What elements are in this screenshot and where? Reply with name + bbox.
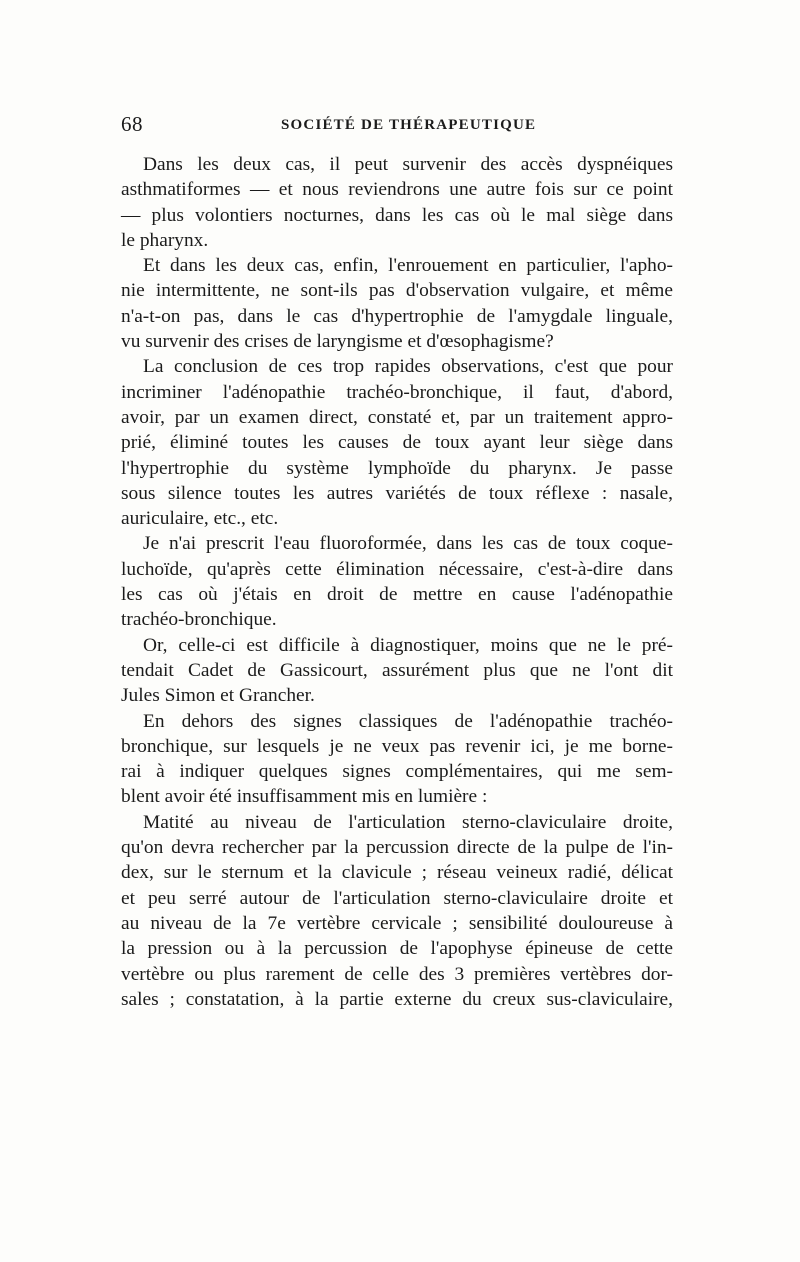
text-line: Or, celle-ci est difficile à diagnostiquer, moins que ne le pré- xyxy=(143,634,673,656)
text-line: luchoïde, qu'après cette élimination nécessaire, c'est-à-dire dans xyxy=(121,558,673,580)
text-line: auriculaire, etc., etc. xyxy=(121,508,279,530)
page-number: 68 xyxy=(121,112,143,136)
text-line: vertèbre ou plus rarement de celle des 3 premières vertèbres dor- xyxy=(121,963,673,985)
text-line: Matité au niveau de l'articulation sterno-claviculaire droite, xyxy=(143,811,673,833)
text-line: — plus volontiers nocturnes, dans les cas où le mal siège dans xyxy=(121,204,673,226)
text-line: prié, éliminé toutes les causes de toux ayant leur siège dans xyxy=(121,432,673,454)
text-line: Je n'ai prescrit l'eau fluoroformée, dans les cas de toux coque- xyxy=(143,533,673,555)
text-line: Dans les deux cas, il peut survenir des accès dyspnéiques xyxy=(143,154,673,175)
text-line: tendait Cadet de Gassicourt, assurément plus que ne l'ont dit xyxy=(121,659,673,681)
paragraph-2 xyxy=(121,253,673,354)
body-text xyxy=(121,152,673,1012)
text-line: le pharynx. xyxy=(121,229,209,251)
text-line: avoir, par un examen direct, constaté et, par un traitement appro- xyxy=(121,406,673,428)
text-line: les cas où j'étais en droit de mettre en cause l'adénopathie xyxy=(121,584,673,606)
text-line: n'a-t-on pas, dans le cas d'hypertrophie de l'amygdale linguale, xyxy=(121,305,673,327)
text-line: incriminer l'adénopathie trachéo-bronchique, il faut, d'abord, xyxy=(121,381,673,403)
running-head xyxy=(121,112,673,142)
text-line: trachéo-bronchique. xyxy=(121,609,277,631)
paragraph-1 xyxy=(121,152,673,253)
text-line: Jules Simon et Grancher. xyxy=(121,685,315,707)
paragraph-7 xyxy=(121,810,673,1012)
text-line: Et dans les deux cas, enfin, l'enrouement en particulier, l'apho- xyxy=(143,255,673,277)
paragraph-3 xyxy=(121,354,673,531)
text-line: et peu serré autour de l'articulation sterno-claviculaire droite et xyxy=(121,887,673,909)
text-line: En dehors des signes classiques de l'adénopathie trachéo- xyxy=(143,710,673,732)
paragraph-5 xyxy=(121,633,673,709)
journal-title: SOCIÉTÉ DE THÉRAPEUTIQUE xyxy=(281,117,537,133)
text-line: vu survenir des crises de laryngisme et d'œsophagisme? xyxy=(121,331,554,353)
text-line: qu'on devra rechercher par la percussion directe de la pulpe de l'in- xyxy=(121,837,673,859)
text-line: blent avoir été insuffisamment mis en lumière : xyxy=(121,786,488,808)
text-line: dex, sur le sternum et la clavicule ; réseau veineux radié, délicat xyxy=(121,862,673,884)
text-line: La conclusion de ces trop rapides observations, c'est que pour xyxy=(143,356,673,378)
text-line: rai à indiquer quelques signes complémentaires, qui me sem- xyxy=(121,761,673,783)
text-line: sales ; constatation, à la partie externe du creux sus-claviculaire, xyxy=(121,988,673,1010)
text-line: sous silence toutes les autres variétés de toux réflexe : nasale, xyxy=(121,482,673,504)
text-line: l'hypertrophie du système lymphoïde du pharynx. Je passe xyxy=(121,457,673,479)
paragraph-6 xyxy=(121,709,673,810)
paragraph-4 xyxy=(121,531,673,632)
text-line: la pression ou à la percussion de l'apophyse épineuse de cette xyxy=(121,938,673,960)
text-line: bronchique, sur lesquels je ne veux pas revenir ici, je me borne- xyxy=(121,735,673,757)
text-line: asthmatiformes — et nous reviendrons une autre fois sur ce point xyxy=(121,179,673,201)
text-line: nie intermittente, ne sont-ils pas d'observation vulgaire, et même xyxy=(121,280,673,302)
text-line: au niveau de la 7e vertèbre cervicale ; sensibilité douloureuse à xyxy=(121,912,673,934)
